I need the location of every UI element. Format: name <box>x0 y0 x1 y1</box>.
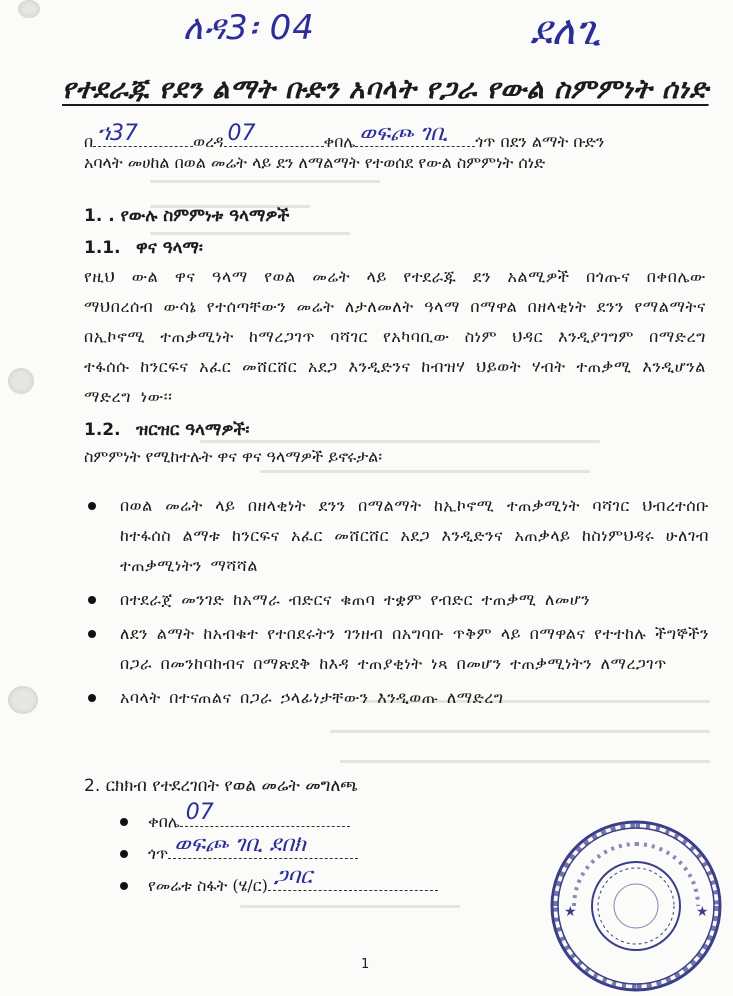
page-number: 1 <box>361 957 370 972</box>
kebele-label: ቀበሌ <box>323 132 356 151</box>
handwritten-reference-number: ለዳ3፡ 04 <box>183 8 315 48</box>
official-seal-stamp <box>546 816 726 996</box>
list-item: ቀበሌ 07 <box>120 806 438 838</box>
list-item: አባላት በተናጠልና በጋራ ኃላፊነታቸውን እንዲወጡ ለማድረግ <box>84 683 709 713</box>
zone-value: ኀ37 <box>97 121 139 146</box>
intro-line-2: አባላት መሀከል በወል መሬት ላይ ደን ለማልማት የተወሰደ የውል ስምምነት ሰነድ <box>84 153 546 172</box>
document-title: የተደራጁ የደን ልማት ቡድን አባላት የጋራ የውል ስምምነት ሰነድ <box>62 74 709 105</box>
handwritten-corner-note: ደለጊ <box>530 8 601 54</box>
svg-text:★: ★ <box>564 904 577 920</box>
woreda-value: 07 <box>227 121 256 146</box>
punch-hole-lower <box>8 686 38 714</box>
kebele-field <box>355 121 475 147</box>
kebele-value: ወፍጮ ገቢ <box>359 121 448 146</box>
main-objective-paragraph: የዚህ ውል ዋና ዓላማ የወል መሬት ላይ የተደራጁ ደን አልሚዎች በጎጡና በቀበሌው ማህበረሰብ ውሳኔ የተሰጣቸውን መሬት ለታለመለት ዓላማ በማዋል በዘላቂነት ደንን የማልማትና በኢኮኖሚ ተጠቃሚነት ከማረጋገጥ ባሻገር የአካባቢው ስነም ህዳር እንዲያገግም በማድረግ ተፋሰሱ ከንርፍና አፈር መሸርሸር አደጋ እንዲድንና ከብዝሃ ህይወት ሃብት ተጠቃሚ እንዲሆንል ማድረግ ነው፡፡ <box>84 267 706 406</box>
punch-hole-top <box>18 0 40 18</box>
svg-text:★: ★ <box>696 904 709 920</box>
list-item: የመሬቱ ስፋት (ሄ/ር) ጋባር <box>120 870 438 902</box>
intro-prefix: በ <box>84 132 94 151</box>
list-item: ለደን ልማት ከአብቁተ የተበደሩትን ገንዘብ በአግባቡ ጥቅም ላይ በማዋልና የተተከሉ ችግኞችን በጋራ በመንከባከብና በማጽደቅ ከእዳ ተጠያቂነት ነጻ በመሆን ተጠቃሚነትን ለማረጋገጥ <box>84 619 709 679</box>
zone-field <box>93 121 193 147</box>
section-1-2-heading: 1.2. ዝርዝር ዓላማዎች፡ <box>84 420 250 440</box>
list-item: ጎጥ ወፍጮ ገቢ ደበክ <box>120 838 438 870</box>
section-1-heading: 1. . የውሉ ስምምነቱ ዓላማዎች <box>84 206 290 226</box>
section-2-heading: 2. ርክክብ የተደረገበት የወል መሬት መግለጫ <box>84 776 358 796</box>
woreda-label: ወረዳ <box>193 132 224 151</box>
land-fields-list <box>120 800 438 902</box>
punch-hole-middle <box>8 368 34 394</box>
specific-objectives-intro: ስምምነት የሚከተሉት ዋና ዋና ዓላማዎች ይኖሩታል፡ <box>84 447 383 466</box>
intro-line <box>84 121 714 156</box>
specific-objectives-list <box>84 491 709 717</box>
intro-suffix: ጎጥ በደን ልማት ቡድን <box>475 132 605 151</box>
list-item: በወል መሬት ላይ በዘላቂነት ደንን በማልማት ከኢኮኖሚ ተጠቃሚነት ባሻገር ህብረተሰቡ ከተፋሰስ ልማቱ ከንርፍና አፈር መሸርሸር አደጋ እንዲድንና አጠቃላይ ከስነምህዳሩ ሁለገብ ተጠቃሚነትን ማሻሻል <box>84 491 709 581</box>
woreda-field <box>224 121 324 147</box>
section-1-1-heading: 1.1. ዋና ዓላማ፡ <box>84 238 203 258</box>
list-item: በተደራጀ መንገድ ከአማራ ብድርና ቁጠባ ተቋም የብድር ተጠቃሚ ለመሆን <box>84 585 709 615</box>
